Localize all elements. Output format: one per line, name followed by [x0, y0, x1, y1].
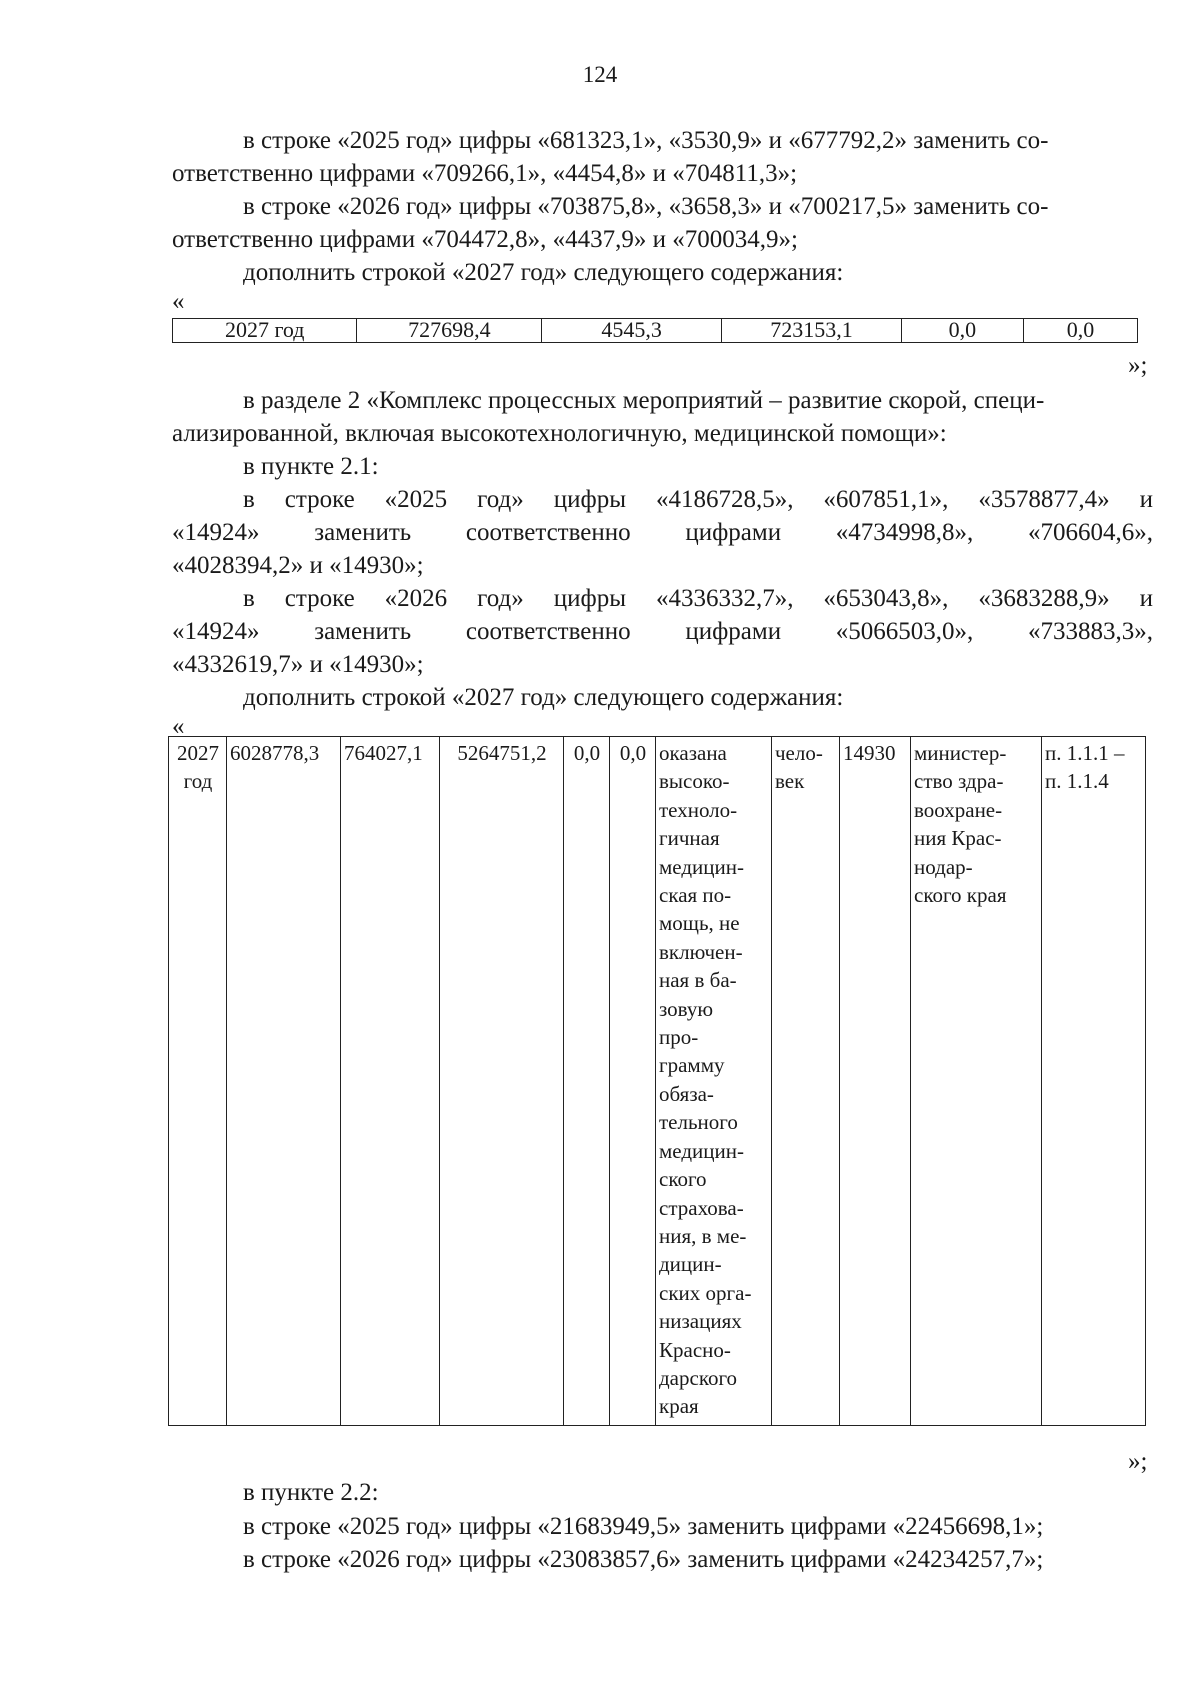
table-2027-row-full [168, 736, 1146, 1426]
item-2-2-label: в пункте 2.2: [243, 1479, 379, 1506]
item-2-1-label: в пункте 2.1: [243, 453, 379, 480]
item21-p1-line1: в строке «2025 год» цифры «4186728,5», «607851,1», «3578877,4» и [243, 486, 1153, 513]
table-cell-total: 727698,4 [357, 319, 542, 343]
add-row-instruction-1: дополнить строкой «2027 год» следующего содержания: [243, 259, 844, 286]
page-number: 124 [582, 62, 618, 87]
table-cell-unit: чело- век [775, 741, 823, 794]
item22-line1: в строке «2025 год» цифры «21683949,5» заменить цифрами «22456698,1»; [243, 1513, 1044, 1540]
item22-line2: в строке «2026 год» цифры «23083857,6» заменить цифрами «24234257,7»; [243, 1546, 1044, 1573]
item21-p1-line2: «14924» заменить соответственно цифрами «4734998,8», «706604,6», [172, 519, 1153, 546]
table-row [173, 319, 1138, 343]
table-row [169, 737, 1146, 1426]
close-quote-1: »; [1128, 352, 1148, 379]
table-cell-federal: 4545,3 [542, 319, 722, 343]
paragraph-2026-line2: ответственно цифрами «704472,8», «4437,9» и «700034,9»; [172, 226, 798, 253]
table-cell-other: 0,0 [1023, 319, 1137, 343]
item21-p2-line3: «4332619,7» и «14930»; [172, 651, 424, 678]
table-cell-regional: 5264751,2 [457, 741, 547, 765]
table-cell-executor: министер- ство здра- воохране- ния Крас- нодар- ского края [914, 741, 1007, 908]
item21-p1-line3: «4028394,2» и «14930»; [172, 552, 424, 579]
table-cell-local: 0,0 [573, 741, 601, 765]
add-row-instruction-2: дополнить строкой «2027 год» следующего содержания: [243, 684, 844, 711]
item21-p2-line2: «14924» заменить соответственно цифрами «5066503,0», «733883,3», [172, 618, 1153, 645]
section2-line1: в разделе 2 «Комплекс процессных мероприятий – развитие скорой, специ- [243, 387, 1045, 414]
table-cell-other: 0,0 [619, 741, 647, 765]
table-cell-local: 0,0 [901, 319, 1023, 343]
close-quote-2: »; [1128, 1448, 1148, 1475]
open-quote-1: « [172, 288, 185, 315]
paragraph-2025-line1: в строке «2025 год» цифры «681323,1», «3530,9» и «677792,2» заменить со- [243, 127, 1049, 154]
table-cell-federal: 764027,1 [344, 741, 423, 765]
table-cell-total: 6028778,3 [230, 741, 320, 765]
section2-line2: ализированной, включая высокотехнологичную, медицинской помощи»: [172, 420, 947, 447]
table-cell-year: 2027 год [177, 741, 219, 794]
table-cell-regional: 723153,1 [722, 319, 902, 343]
table-2027-row-short [172, 318, 1138, 343]
item21-p2-line1: в строке «2026 год» цифры «4336332,7», «653043,8», «3683288,9» и [243, 585, 1153, 612]
table-cell-reference: п. 1.1.1 – п. 1.1.4 [1045, 741, 1125, 794]
table-cell-value: 14930 [843, 741, 896, 765]
paragraph-2025-line2: ответственно цифрами «709266,1», «4454,8» и «704811,3»; [172, 160, 798, 187]
open-quote-2: « [172, 713, 185, 740]
table-cell-result: оказана высоко- техноло- гичная медицин- ская по- мощь, не включен- ная в ба- зовую про- грамму обяза- тельного медицин- ского страхова- ния, в ме- дицин- ских орга- низациях Красно- дарского края [659, 741, 752, 1419]
table-cell-year: 2027 год [173, 319, 357, 343]
paragraph-2026-line1: в строке «2026 год» цифры «703875,8», «3658,3» и «700217,5» заменить со- [243, 193, 1049, 220]
